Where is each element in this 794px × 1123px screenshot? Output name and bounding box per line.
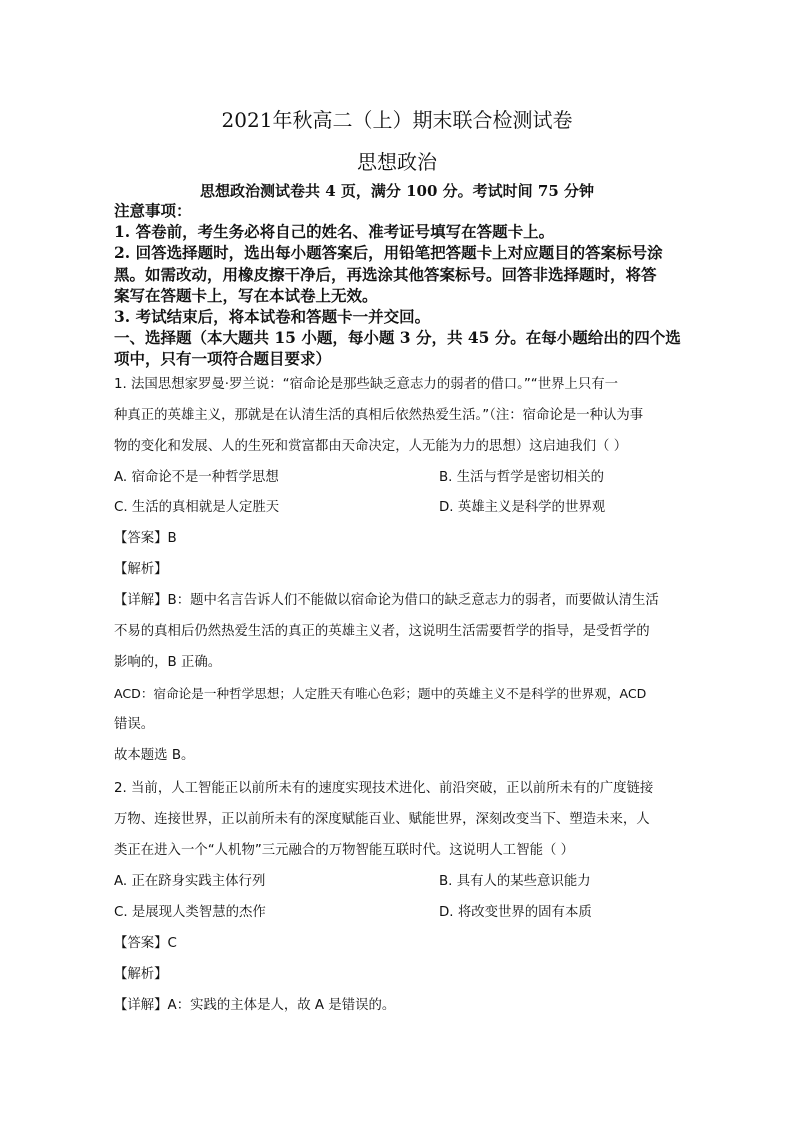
- question-2-option-a: A. 正在跻身实践主体行列: [114, 874, 266, 889]
- question-2-option-d: D. 将改变世界的固有本质: [439, 905, 592, 920]
- notice-item-3: 3. 考试结束后，将本试卷和答题卡一并交回。: [114, 307, 431, 326]
- question-1-detail: 错误。: [114, 717, 155, 732]
- question-2-analysis: 【解析】: [114, 967, 168, 982]
- question-2-text: 2. 当前，人工智能正以前所未有的速度实现技术进化、前沿突破，正以前所未有的广度链接: [114, 781, 654, 796]
- notice-item-2-cont: 黑。如需改动，用橡皮擦干净后，再选涂其他答案标号。回答非选择题时，将答: [114, 265, 657, 284]
- question-1-option-c: C. 生活的真相就是人定胜天: [114, 500, 280, 515]
- subject-title: 思想政治: [357, 150, 437, 174]
- question-1-detail: 影响的，B 正确。: [114, 655, 222, 670]
- question-1-text: 1. 法国思想家罗曼·罗兰说：“宿命论是那些缺乏意志力的弱者的借口。”“世界上只有一: [114, 377, 619, 392]
- question-1-analysis: 【解析】: [114, 562, 168, 577]
- question-2-text: 万物、连接世界，正以前所未有的深度赋能百业、赋能世界，深刻改变当下、塑造未来，人: [114, 812, 650, 827]
- question-1-answer: 【答案】B: [114, 531, 177, 546]
- question-2-option-c: C. 是展现人类智慧的杰作: [114, 905, 266, 920]
- notice-item-2-cont: 案写在答题卡上，写在本试卷上无效。: [114, 286, 378, 305]
- question-1-detail: ACD：宿命论是一种哲学思想；人定胜天有唯心色彩；题中的英雄主义不是科学的世界观，ACD: [114, 686, 647, 701]
- question-1-detail: 【详解】B：题中名言告诉人们不能做以宿命论为借口的缺乏意志力的弱者，而要做认清生活: [114, 593, 659, 608]
- question-1-detail: 不易的真相后仍然热爱生活的真正的英雄主义者，这说明生活需要哲学的指导，是受哲学的: [114, 624, 650, 639]
- notice-heading: 注意事项：: [114, 201, 192, 220]
- exam-title: 2021年秋高二（上）期末联合检测试卷: [221, 108, 573, 132]
- question-1-text: 物的变化和发展、人的生死和赏富都由天命决定，人无能为力的思想）这启迪我们（ ）: [114, 439, 628, 454]
- question-1-option-b: B. 生活与哲学是密切相关的: [439, 470, 604, 485]
- notice-item-2: 2. 回答选择题时，选出每小题答案后，用铅笔把答题卡上对应题目的答案标号涂: [114, 243, 663, 262]
- section-heading-cont: 项中，只有一项符合题目要求）: [114, 349, 332, 368]
- question-2-detail: 【详解】A：实践的主体是人，故 A 是错误的。: [114, 998, 396, 1013]
- question-1-option-d: D. 英雄主义是科学的世界观: [439, 500, 606, 515]
- notice-item-1: 1. 答卷前，考生务必将自己的姓名、准考证号填写在答题卡上。: [114, 222, 555, 241]
- question-1-option-a: A. 宿命论不是一种哲学思想: [114, 470, 279, 485]
- section-heading: 一、选择题（本大题共 15 小题，每小题 3 分，共 45 分。在每小题给出的四个选: [114, 328, 681, 347]
- question-2-option-b: B. 具有人的某些意识能力: [439, 874, 591, 889]
- question-2-text: 类正在进入一个“人机物”三元融合的万物智能互联时代。这说明人工智能（ ）: [114, 843, 575, 858]
- question-1-conclusion: 故本题选 B。: [114, 748, 195, 763]
- question-2-answer: 【答案】C: [114, 936, 177, 951]
- question-1-text: 种真正的英雄主义，那就是在认清生活的真相后依然热爱生活。”（注：宿命论是一种认为事: [114, 408, 644, 423]
- exam-info: 思想政治测试卷共 4 页，满分 100 分。考试时间 75 分钟: [200, 182, 594, 200]
